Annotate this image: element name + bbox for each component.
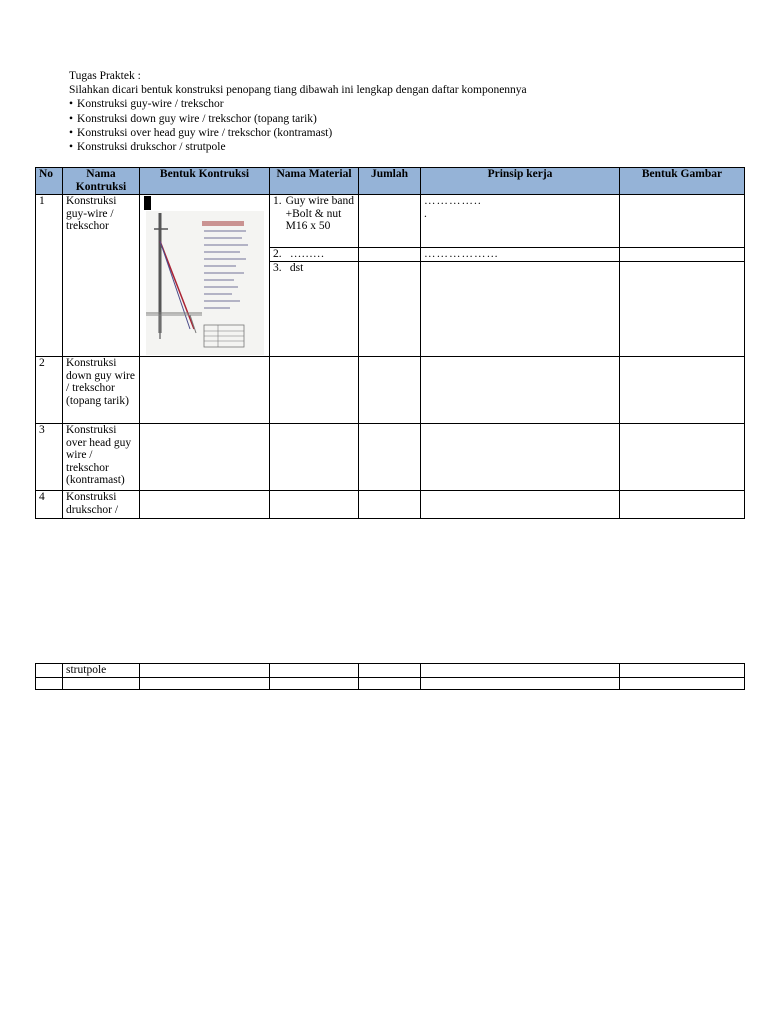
empty-cell — [140, 664, 270, 678]
empty-cell — [620, 678, 745, 690]
empty-cell — [421, 664, 620, 678]
bullet-item: • Konstruksi drukschor / strutpole — [69, 140, 527, 154]
construction-table — [35, 167, 745, 519]
header-prinsip-kerja: Prinsip kerja — [421, 168, 620, 195]
empty-cell — [63, 678, 140, 690]
header-nama-kontruksi: Nama Kontruksi — [63, 168, 140, 195]
row-number: 2 — [36, 357, 63, 424]
empty-cell — [140, 678, 270, 690]
construction-name: Konstruksi over head guy wire / trekschor (kontramast) — [63, 424, 140, 491]
material-text: dst — [289, 262, 304, 274]
empty-cell — [140, 491, 270, 519]
empty-cell — [620, 491, 745, 519]
empty-cell — [359, 678, 421, 690]
empty-cell — [359, 424, 421, 491]
assignment-intro — [69, 69, 527, 154]
cursor-marker — [144, 196, 151, 210]
empty-cell — [359, 491, 421, 519]
material-number: 3. — [273, 262, 282, 274]
table-header-row — [36, 168, 745, 195]
empty-cell — [140, 424, 270, 491]
bullet-item: • Konstruksi over head guy wire / trekschor (kontramast) — [69, 126, 527, 140]
empty-cell — [421, 357, 620, 424]
material-text: ……… — [289, 248, 325, 260]
empty-cell — [270, 424, 359, 491]
assignment-title: Tugas Praktek : — [69, 70, 141, 82]
material-number: 1. — [273, 195, 282, 207]
table-row — [36, 195, 745, 248]
construction-name: Konstruksi guy-wire / trekschor — [63, 195, 140, 357]
jumlah-cell — [359, 262, 421, 357]
empty-cell — [620, 664, 745, 678]
empty-cell — [421, 678, 620, 690]
empty-cell — [270, 678, 359, 690]
construction-image-cell — [140, 195, 270, 357]
empty-cell — [36, 678, 63, 690]
prinsip-cell — [421, 248, 620, 262]
bullet-item: • Konstruksi down guy wire / trekschor (topang tarik) — [69, 112, 527, 126]
header-bentuk-gambar: Bentuk Gambar — [620, 168, 745, 195]
empty-cell — [140, 357, 270, 424]
empty-cell — [359, 357, 421, 424]
jumlah-cell — [359, 195, 421, 248]
prinsip-cell — [421, 262, 620, 357]
empty-cell — [270, 491, 359, 519]
empty-cell — [270, 664, 359, 678]
empty-cell — [359, 664, 421, 678]
table-row — [36, 424, 745, 491]
header-bentuk-kontruksi: Bentuk Kontruksi — [140, 168, 270, 195]
empty-cell — [421, 424, 620, 491]
table-row — [36, 678, 745, 690]
row-number: 1 — [36, 195, 63, 357]
material-item — [270, 195, 359, 248]
table-row — [36, 357, 745, 424]
header-jumlah: Jumlah — [359, 168, 421, 195]
construction-name: Konstruksi down guy wire / trekschor (topang tarik) — [63, 357, 140, 424]
empty-cell — [270, 357, 359, 424]
material-item — [270, 248, 359, 262]
jumlah-cell — [359, 248, 421, 262]
row-number: 4 — [36, 491, 63, 519]
header-nama-material: Nama Material — [270, 168, 359, 195]
header-no: No — [36, 168, 63, 195]
prinsip-cell — [421, 195, 620, 248]
empty-cell — [36, 664, 63, 678]
assignment-instruction: Silahkan dicari bentuk konstruksi penopang tiang dibawah ini lengkap dengan daftar komponennya — [69, 84, 527, 97]
empty-cell — [421, 491, 620, 519]
construction-name: Konstruksi drukschor / — [63, 491, 140, 519]
bentuk-gambar-cell — [620, 248, 745, 262]
prinsip-dot: . — [424, 207, 427, 220]
row-number: 3 — [36, 424, 63, 491]
table-row — [36, 664, 745, 678]
empty-cell — [620, 424, 745, 491]
material-item — [270, 262, 359, 357]
construction-name-continued: strutpole — [63, 664, 140, 678]
prinsip-dots: ………….. — [424, 195, 482, 207]
guy-wire-diagram-image — [146, 211, 264, 355]
bentuk-gambar-cell — [620, 262, 745, 357]
bentuk-gambar-cell — [620, 195, 745, 248]
construction-table-continued — [35, 663, 745, 690]
material-number: 2. — [273, 248, 282, 260]
material-text: Guy wire band +Bolt & nut M16 x 50 — [285, 195, 354, 232]
bullet-item: • Konstruksi guy-wire / trekschor — [69, 97, 527, 111]
table-row — [36, 491, 745, 519]
empty-cell — [620, 357, 745, 424]
prinsip-dots: ……………… — [424, 248, 499, 260]
